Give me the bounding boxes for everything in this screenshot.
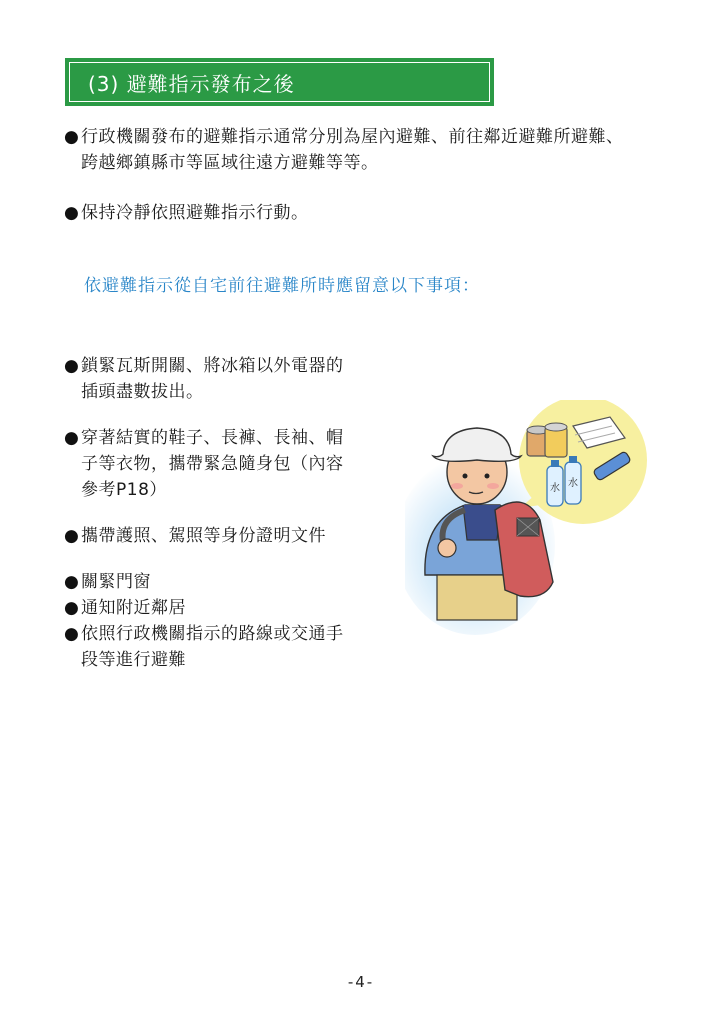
section-header-frame bbox=[69, 62, 490, 102]
bullet-text: 鎖緊瓦斯開關、將冰箱以外電器的 插頭盡數拔出。 bbox=[81, 356, 344, 402]
checklist-item bbox=[64, 425, 344, 503]
checklist-item bbox=[64, 523, 326, 549]
evacuee-illustration bbox=[405, 400, 670, 635]
checklist-item bbox=[64, 621, 344, 673]
bullet-marker: ● bbox=[64, 526, 80, 546]
bullet-text: 穿著結實的鞋子、長褲、長袖、帽 子等衣物，攜帶緊急隨身包（內容 參考P18） bbox=[81, 428, 344, 500]
bullet-marker: ● bbox=[64, 203, 80, 223]
bullet-text: 行政機關發布的避難指示通常分別為屋內避難、前往鄰近避難所避難、 跨越鄉鎮縣市等區域往遠方避難等等。 bbox=[81, 127, 624, 173]
bullet-marker: ● bbox=[64, 572, 80, 592]
hat-icon bbox=[433, 428, 521, 461]
bullet-marker: ● bbox=[64, 598, 80, 618]
checklist-item bbox=[64, 353, 344, 405]
bullet-marker: ● bbox=[64, 356, 80, 376]
bullet-text: 保持冷靜依照避難指示行動。 bbox=[81, 203, 309, 223]
section-header bbox=[65, 58, 494, 106]
bottle-label: 水 bbox=[568, 478, 578, 489]
checklist-item bbox=[64, 569, 151, 595]
section-title: (3) 避難指示發布之後 bbox=[88, 71, 295, 96]
bullet-text: 關緊門窗 bbox=[81, 572, 151, 592]
bullet-marker: ● bbox=[64, 624, 80, 644]
intro-bullet bbox=[64, 124, 624, 176]
bullet-marker: ● bbox=[64, 127, 80, 147]
bottle-label: 水 bbox=[550, 483, 560, 494]
evacuation-note: 依避難指示從自宅前往避難所時應留意以下事項： bbox=[84, 276, 480, 296]
checklist-item bbox=[64, 595, 186, 621]
bullet-text: 依照行政機關指示的路線或交通手 段等進行避難 bbox=[81, 624, 344, 670]
thought-bubble bbox=[519, 400, 647, 524]
bullet-text: 通知附近鄰居 bbox=[81, 598, 186, 618]
bullet-text: 攜帶護照、駕照等身份證明文件 bbox=[81, 526, 326, 546]
bullet-marker: ● bbox=[64, 428, 80, 448]
page-number: -4- bbox=[347, 973, 375, 991]
intro-bullet bbox=[64, 200, 309, 226]
